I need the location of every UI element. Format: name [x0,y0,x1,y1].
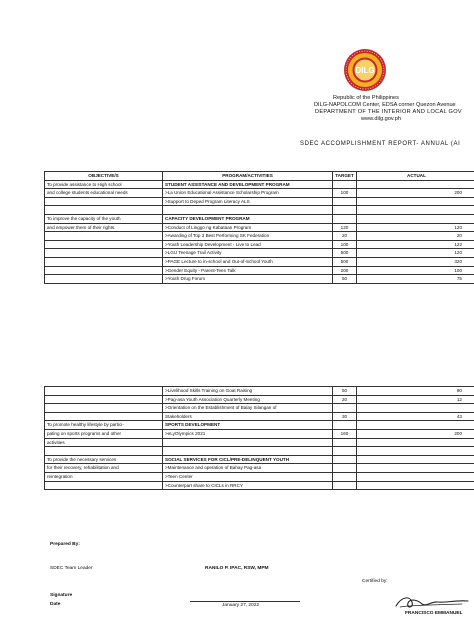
actual-cell: 320 [357,257,474,266]
col-programs: PROGRAM/ACTIVITIES [163,172,333,181]
objective-cell: To provide the necessary services [45,455,163,464]
target-cell [333,214,357,223]
actual-cell: 20 [357,232,474,241]
program-cell: SPORTS DEVELOPMENT [163,421,333,430]
objective-cell [45,412,163,421]
actual-cell: 120 [357,223,474,232]
table-row [45,206,474,215]
objective-cell: To promote healthy lifestyle by partici- [45,421,163,430]
program-cell: >Orientation on the Establishment of Balay Silangan of [163,404,333,413]
objective-cell [45,266,163,275]
table-row [45,447,474,456]
program-cell: SOCIAL SERVICES FOR CICL/PRE-DELINQUENT YOUTH [163,455,333,464]
target-cell: 500 [333,257,357,266]
actual-cell [357,404,474,413]
table-row [45,387,474,396]
target-cell [333,455,357,464]
table-row [45,214,474,223]
actual-cell: 120 [357,249,474,258]
target-cell: 120 [333,223,357,232]
objective-cell [45,447,163,456]
objective-cell: for their recovery, rehabilitation and [45,464,163,473]
actual-cell [357,214,474,223]
table-row [45,421,474,430]
actual-cell: 100 [357,266,474,275]
program-cell: >Pag-asa Youth Association Quarterly Meeting [163,395,333,404]
actual-cell [357,447,474,456]
table-row [45,197,474,206]
target-cell: 20 [333,232,357,241]
table-row [45,404,474,413]
objective-cell [45,206,163,215]
actual-cell: 80 [357,387,474,396]
actual-cell [357,438,474,447]
actual-cell [357,472,474,481]
actual-cell [357,464,474,473]
program-cell: >La Union Educational Assistance Scholarship Program [163,189,333,198]
target-cell: 100 [333,189,357,198]
table-row [45,438,474,447]
program-cell: >Support to Deped Program Literacy ALS [163,197,333,206]
report-title: SDEC ACCOMPLISHMENT REPORT- ANNUAL (AI [300,141,461,147]
objective-cell [45,249,163,258]
objective-cell: activities [45,438,163,447]
target-cell [333,472,357,481]
actual-cell [357,197,474,206]
program-cell: >PAGE Lecture to in-school and Out-of-School Youth [163,257,333,266]
date-label: Date [50,602,61,607]
date-value: January 27, 2022 [222,603,260,608]
col-objectives: OBJECTIVE/S [45,172,163,181]
table-row [45,180,474,189]
report-table-2 [44,386,474,490]
objective-cell [45,481,163,490]
actual-cell [357,180,474,189]
target-cell [333,404,357,413]
program-cell: >Teen Center [163,472,333,481]
col-actual: ACTUAL [357,172,474,181]
target-cell [333,180,357,189]
actual-cell [357,206,474,215]
actual-cell: 200 [357,189,474,198]
objective-cell [45,395,163,404]
dilg-seal-icon [343,48,387,92]
objective-cell: pating on sports programs and other [45,429,163,438]
actual-cell: 75 [357,275,474,284]
table-row [45,249,474,258]
logo-text: DILG [355,66,375,75]
target-cell: 200 [333,266,357,275]
program-cell: Stakeholders [163,412,333,421]
col-target: TARGET [333,172,357,181]
header-line-4: www.dilg.gov.ph [361,116,402,122]
target-cell: 500 [333,249,357,258]
header-line-3: DEPARTMENT OF THE INTERIOR AND LOCAL GOV [315,109,462,115]
program-cell: STUDENT ASSISTANCE AND DEVELOPMENT PROGRAM [163,180,333,189]
target-cell [333,206,357,215]
program-cell: >Conduct of Linggo ng Kabataan Program [163,223,333,232]
date-underline [190,601,300,602]
objective-cell [45,404,163,413]
actual-cell [357,455,474,464]
objective-cell [45,257,163,266]
certifier-signature [392,592,472,612]
objective-cell [45,387,163,396]
table-row [45,481,474,490]
target-cell: 30 [333,412,357,421]
program-cell: >LGU Teenage Trail Activity [163,249,333,258]
dilg-logo [343,48,387,92]
table-row [45,455,474,464]
target-cell: 100 [333,240,357,249]
objective-cell: and empower them of their rights. [45,223,163,232]
objective-cell: To provide assistance to High school [45,180,163,189]
objective-cell [45,197,163,206]
table-header-row [45,172,474,181]
program-cell [163,447,333,456]
sdec-team-leader-label: SDEC Team Leader [50,566,93,571]
actual-cell [357,421,474,430]
table-row [45,189,474,198]
program-cell: >Maintenance and operation of Bahay Pag-asa [163,464,333,473]
program-cell: >Livelihood Skills Training on Goat Raising [163,387,333,396]
actual-cell: 43 [357,412,474,421]
target-cell: 20 [333,395,357,404]
table-row [45,412,474,421]
certified-by-label: Certified by: [362,579,388,584]
program-cell: >Youth Drug Forum [163,275,333,284]
program-cell: >Gender Equity - Parent-Teen Talk [163,266,333,275]
objective-cell: To improve the capacity of the youth [45,214,163,223]
program-cell: >eLyOlympics 2021 [163,429,333,438]
program-cell [163,206,333,215]
actual-cell: 200 [357,429,474,438]
objective-cell [45,275,163,284]
actual-cell: 12 [357,395,474,404]
signature-scribble-icon [392,592,472,612]
program-cell: CAPACITY DEVELOPMENT PROGRAM [163,214,333,223]
table-row [45,232,474,241]
program-cell: >Awarding of Top 3 Best Performing SK Federation [163,232,333,241]
table-row [45,395,474,404]
certifier-name: FRANCISCO EMMANUEL [405,611,463,616]
target-cell [333,438,357,447]
table-row [45,472,474,481]
objective-cell [45,240,163,249]
table-row [45,240,474,249]
actual-cell: 122 [357,240,474,249]
program-cell: >Youth Leadership Development - Live to Lead [163,240,333,249]
target-cell: 50 [333,387,357,396]
table-row [45,266,474,275]
target-cell: 50 [333,275,357,284]
prepared-by-label: Prepared By: [50,542,80,547]
objective-cell: and college students educational needs [45,189,163,198]
target-cell [333,464,357,473]
table-row [45,223,474,232]
header-line-2: DILG-NAPOLCOM Center, EDSA corner Quezon Avenue [314,102,456,108]
program-cell [163,438,333,447]
signatory-name: RANILO P. IPAC, RSW, MPM [205,566,269,571]
target-cell [333,197,357,206]
actual-cell [357,481,474,490]
table-row [45,257,474,266]
table-row [45,275,474,284]
target-cell: 160 [333,429,357,438]
report-table-1 [44,171,474,284]
target-cell [333,421,357,430]
table-row [45,429,474,438]
table-row [45,464,474,473]
header-line-1: Republic of the Philippines [333,95,399,101]
program-cell: >Counterpart share to CICLs in RRCY [163,481,333,490]
objective-cell [45,232,163,241]
signature-label: Signature [50,593,73,598]
target-cell [333,447,357,456]
objective-cell: reintegration [45,472,163,481]
target-cell [333,481,357,490]
